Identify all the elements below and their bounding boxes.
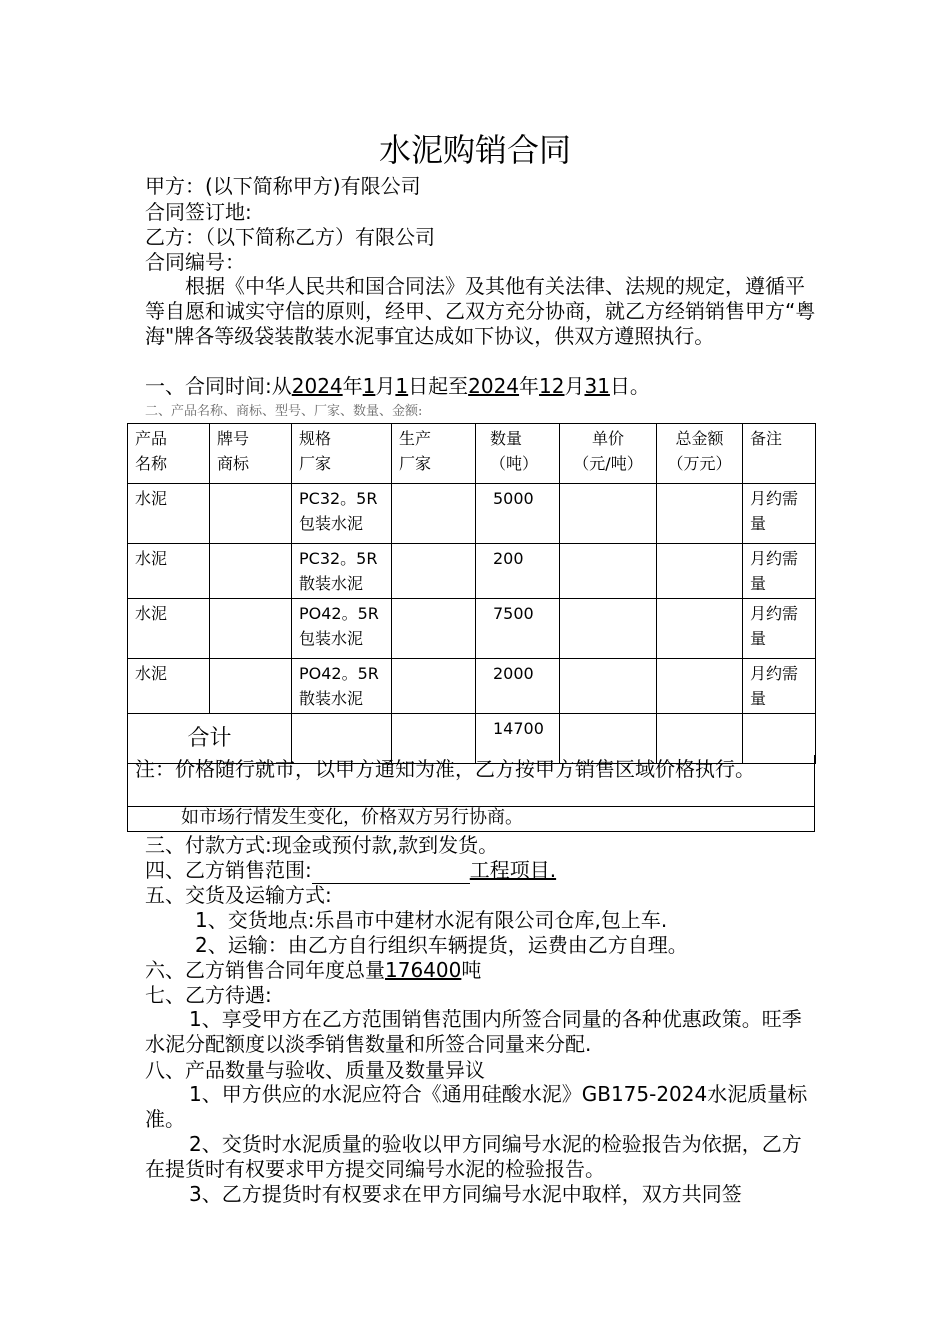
section-2-heading: 二、产品名称、商标、型号、厂家、数量、金额: xyxy=(145,404,423,419)
s4-prefix: 四、乙方销售范围: xyxy=(145,858,312,882)
price-note: 注：价格随行就市，以甲方通知为准，乙方按甲方销售区域价格执行。 xyxy=(135,757,755,781)
cell-brand xyxy=(210,484,292,544)
party-b: 乙方：（以下简称乙方）有限公司 xyxy=(145,225,435,249)
cell-spec: PO42。5R 散装水泥 xyxy=(292,659,392,714)
cell-price xyxy=(560,659,657,714)
section-8-item-2: 2、交货时水泥质量的验收以甲方同编号水泥的检验报告为依据，乙方在提货时有权要求甲方提交同编号水泥的检验报告。 xyxy=(145,1132,802,1181)
s1-prefix: 一、合同时间:从 xyxy=(145,374,292,398)
table-row xyxy=(128,659,816,714)
s1-text: 日。 xyxy=(609,374,650,398)
cell-spec: PC32。5R 散装水泥 xyxy=(292,544,392,599)
s1-start-year: 2024 xyxy=(291,374,343,398)
cell-name: 水泥 xyxy=(128,544,210,599)
section-5-item-1: 1、交货地点:乐昌市中建材水泥有限公司仓库,包上车. xyxy=(195,908,668,932)
total-label: 合计 xyxy=(128,714,292,764)
s6-value: 176400 xyxy=(385,958,462,982)
section-7-benefits: 七、乙方待遇: xyxy=(145,983,272,1007)
cell-price xyxy=(560,544,657,599)
cell-amount xyxy=(657,659,743,714)
cell-brand xyxy=(210,659,292,714)
product-table xyxy=(127,423,816,764)
cell-qty: 2000 xyxy=(476,659,560,714)
header-cell: 备注 xyxy=(743,424,816,484)
section-6-annual-volume xyxy=(145,957,481,983)
header-cell: 产品 名称 xyxy=(128,424,210,484)
s6-prefix: 六、乙方销售合同年度总量 xyxy=(145,958,385,982)
s4-value: 工程项目. xyxy=(469,858,557,882)
section-7-item-1: 1、享受甲方在乙方范围销售范围内所签合同量的各种优惠政策。旺季水泥分配额度以淡季销售数量和所签合同量来分配. xyxy=(145,1007,802,1056)
cell-remark: 月约需量 xyxy=(743,599,816,659)
cell-spec: PC32。5R 包装水泥 xyxy=(292,484,392,544)
cell-qty: 200 xyxy=(476,544,560,599)
section-4-sales-scope xyxy=(145,857,556,884)
cell-price xyxy=(560,599,657,659)
cell-price xyxy=(560,484,657,544)
cell-remark: 月约需量 xyxy=(743,544,816,599)
cell-name: 水泥 xyxy=(128,599,210,659)
intro-paragraph: 根据《中华人民共和国合同法》及其他有关法律、法规的规定，遵循平等自愿和诚实守信的原则，经甲、乙双方充分协商，就乙方经销销售甲方“粤海"牌各等级袋装散装水泥事宜达成如下协议，供双方遵照执行。 xyxy=(145,274,816,348)
cell-remark: 月约需量 xyxy=(743,659,816,714)
section-8-item-1: 1、甲方供应的水泥应符合《通用硅酸水泥》GB175-2024水泥质量标准。 xyxy=(145,1082,808,1131)
s1-text: 月 xyxy=(375,374,396,398)
table-row xyxy=(128,484,816,544)
cell-factory xyxy=(392,544,476,599)
table-row xyxy=(128,544,816,599)
cell-factory xyxy=(392,599,476,659)
header-cell: 总金额 （万元） xyxy=(657,424,743,484)
s1-start-day: 1 xyxy=(395,374,409,398)
cell-brand xyxy=(210,599,292,659)
cell-name: 水泥 xyxy=(128,659,210,714)
cell-factory xyxy=(392,659,476,714)
cell-brand xyxy=(210,544,292,599)
party-a: 甲方：(以下简称甲方)有限公司 xyxy=(145,174,421,198)
section-8-item-3: 3、乙方提货时有权要求在甲方同编号水泥中取样，双方共同签 xyxy=(189,1182,742,1206)
cell-amount xyxy=(657,599,743,659)
section-3-payment: 三、付款方式:现金或预付款,款到发货。 xyxy=(145,833,499,857)
s1-text: 月 xyxy=(564,374,585,398)
section-1-contract-period xyxy=(145,373,650,399)
cell-amount xyxy=(657,484,743,544)
header-cell: 单价 （元/吨） xyxy=(560,424,657,484)
header-cell: 数量 （吨） xyxy=(476,424,560,484)
sign-place: 合同签订地: xyxy=(145,200,252,224)
s1-end-month: 12 xyxy=(539,374,565,398)
table-header-row xyxy=(128,424,816,484)
total-qty: 14700 xyxy=(476,714,560,764)
cell-remark: 月约需量 xyxy=(743,484,816,544)
section-8-heading: 八、产品数量与验收、质量及数量异议 xyxy=(145,1058,485,1082)
cell-qty: 7500 xyxy=(476,599,560,659)
cell-factory xyxy=(392,484,476,544)
section-5-item-2: 2、运输：由乙方自行组织车辆提货，运费由乙方自理。 xyxy=(195,933,688,957)
s1-text: 年 xyxy=(342,374,363,398)
document-title: 水泥购销合同 xyxy=(378,131,571,169)
header-cell: 牌号 商标 xyxy=(210,424,292,484)
s6-suffix: 吨 xyxy=(461,958,482,982)
price-note-2: 如市场行情发生变化，价格双方另行协商。 xyxy=(127,806,815,832)
cell-qty: 5000 xyxy=(476,484,560,544)
s1-start-month: 1 xyxy=(362,374,376,398)
table-row xyxy=(128,599,816,659)
contract-number: 合同编号： xyxy=(145,250,245,274)
cell-name: 水泥 xyxy=(128,484,210,544)
section-5-delivery: 五、交货及运输方式: xyxy=(145,883,332,907)
s4-blank xyxy=(312,857,470,884)
header-cell: 生产 厂家 xyxy=(392,424,476,484)
s1-end-year: 2024 xyxy=(468,374,520,398)
cell-spec: PO42。5R 包装水泥 xyxy=(292,599,392,659)
cell-amount xyxy=(657,544,743,599)
s1-text: 日起至 xyxy=(408,374,469,398)
s1-end-day: 31 xyxy=(584,374,610,398)
s1-text: 年 xyxy=(519,374,540,398)
header-cell: 规格 厂家 xyxy=(292,424,392,484)
